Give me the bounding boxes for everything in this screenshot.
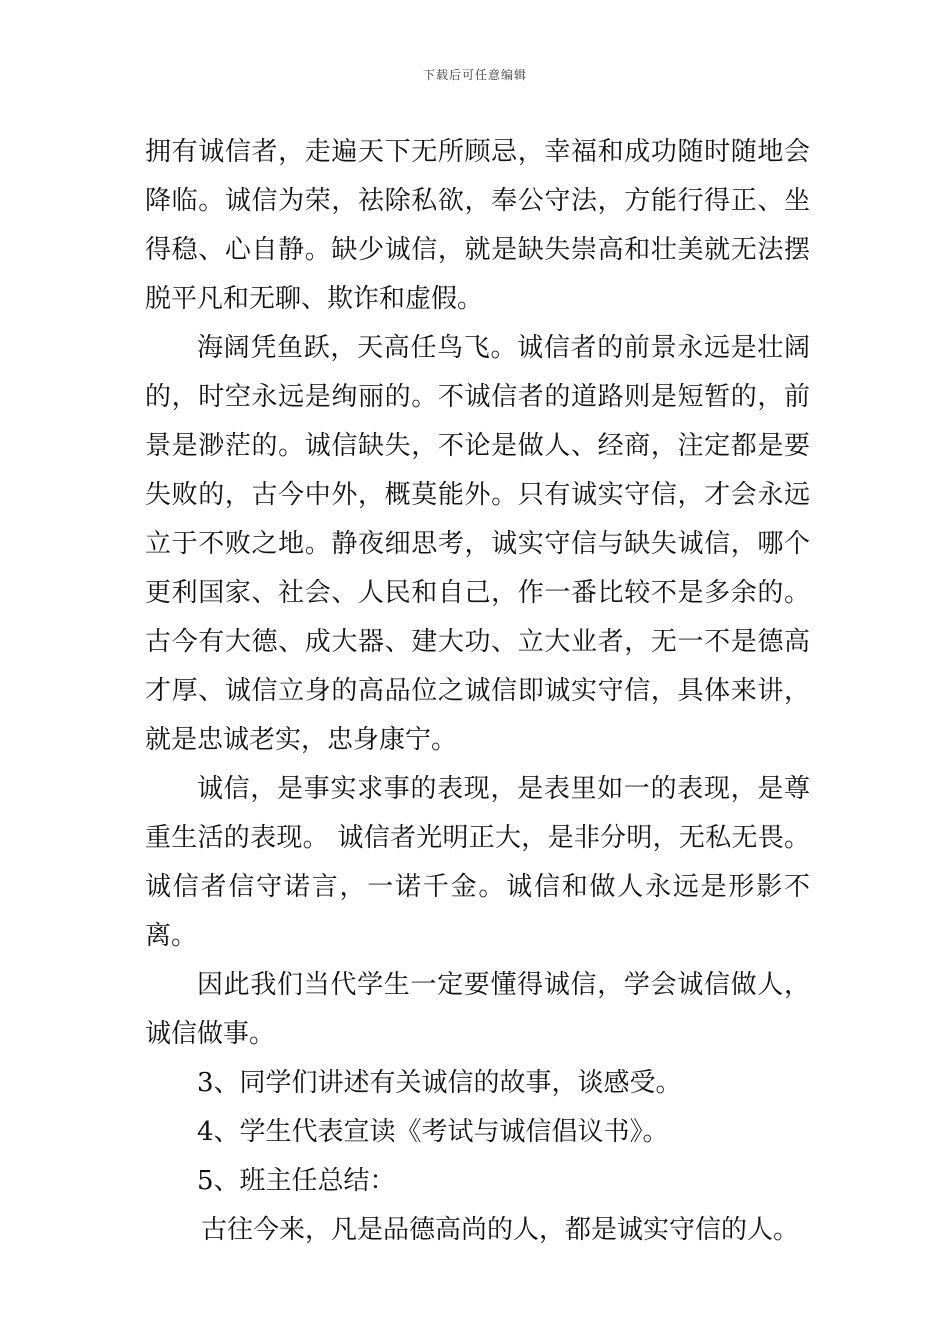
- paragraph-1: 拥有诚信者，走遍天下无所顾忌，幸福和成功随时随地会降临。诚信为荣，祛除私欲，奉公守法，方能行得正、坐得稳、心自静。缺少诚信，就是缺失崇高和壮美就无法摆脱平凡和无聊、欺诈和虚假。: [145, 137, 810, 314]
- document-body: [145, 128, 810, 1255]
- paragraph-closing: 古往今来，凡是品德高尚的人，都是诚实守信的人。: [201, 1215, 800, 1245]
- paragraph-3: 诚信，是事实求事的表现，是表里如一的表现，是尊重生活的表现。 诚信者光明正大，是非分明，无私无畏。诚信者信守诺言，一诺千金。诚信和做人永远是形影不离。: [145, 774, 810, 951]
- list-item-3: 3、同学们讲述有关诚信的故事，谈感受。: [197, 1068, 682, 1098]
- list-item-5: 5、班主任总结：: [197, 1166, 396, 1196]
- paragraph-2: 海阔凭鱼跃，天高任鸟飞。诚信者的前景永远是壮阔的，时空永远是绚丽的。不诚信者的道路则是短暂的，前景是渺茫的。诚信缺失，不论是做人、经商，注定都是要失败的，古今中外，概莫能外。只有诚实守信，才会永远立于不败之地。静夜细思考，诚实守信与缺失诚信，哪个更利国家、社会、人民和自己，作一番比较不是多余的。古今有大德、成大器、建大功、立大业者，无一不是德高才厚、诚信立身的高品位之诚信即诚实守信，具体来讲，就是忠诚老实，忠身康宁。: [145, 333, 810, 755]
- list-item-4: 4、学生代表宣读《考试与诚信倡议书》。: [197, 1117, 669, 1147]
- paragraph-4: 因此我们当代学生一定要懂得诚信，学会诚信做人，诚信做事。: [145, 970, 810, 1049]
- page-header: 下载后可任意编辑: [422, 68, 527, 82]
